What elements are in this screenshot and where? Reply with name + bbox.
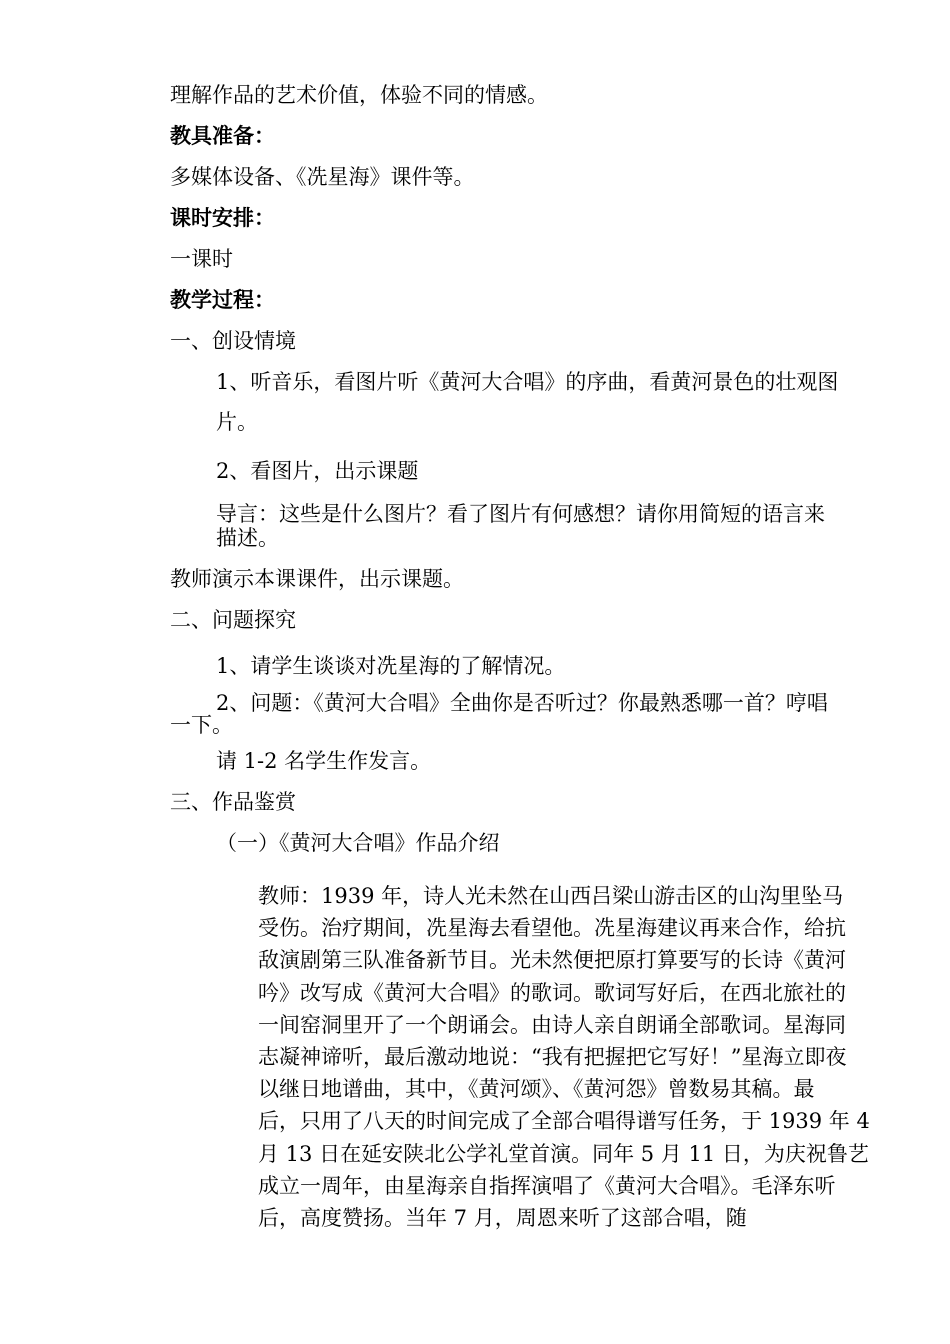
paragraph-line: 后，只用了八天的时间完成了全部合唱得谱写任务，于 1939 年 4 [258,1109,870,1134]
question-one: 1、请学生谈谈对冼星海的了解情况。 [216,654,566,678]
paragraph-line: 受伤。治疗期间，冼星海去看望他。冼星海建议再来合作，给抗 [258,916,846,941]
heading-teaching-aids: 教具准备： [170,124,275,148]
work-introduction-paragraph [258,880,888,1234]
paragraph-line: 以继日地谱曲，其中，《黄河颂》、《黄河怨》曾数易其稿。最 [258,1077,815,1102]
intro-question-line-2: 描述。 [216,526,279,550]
section-two-title: 二、问题探究 [170,608,296,632]
heading-class-schedule: 课时安排： [170,206,275,230]
intro-question [216,502,825,550]
step-listen-music [216,362,838,442]
objective-line: 理解作品的艺术价值，体验不同的情感。 [170,83,548,107]
class-schedule-text: 一课时 [170,247,233,271]
subsection-one-title: （一）《黄河大合唱》作品介绍 [216,831,500,855]
paragraph-line: 一间窑洞里开了一个朗诵会。由诗人亲自朗诵全部歌词。星海同 [258,1012,846,1037]
section-one-title: 一、创设情境 [170,329,296,353]
paragraph-line: 志凝神谛听，最后激动地说：“我有把握把它写好！”星海立即夜 [258,1045,847,1070]
paragraph-line: 成立一周年，由星海亲自指挥演唱了《黄河大合唱》。毛泽东听 [258,1173,836,1198]
heading-teaching-process: 教学过程： [170,288,275,312]
paragraph-line: 教师：1939 年，诗人光未然在山西吕梁山游击区的山沟里坠马 [258,884,844,908]
paragraph-line: 月 13 日在延安陕北公学礼堂首演。同年 5 月 11 日，为庆祝鲁艺 [258,1141,869,1166]
question-two-line-1: 2、问题：《黄河大合唱》全曲你是否听过？你最熟悉哪一首？哼唱 [216,691,828,715]
paragraph-line: 敌演剧第三队准备新节目。光未然便把原打算要写的长诗《黄河 [258,948,846,973]
paragraph-line: 后，高度赞扬。当年 7 月，周恩来听了这部合唱，随 [258,1206,747,1231]
section-three-title: 三、作品鉴赏 [170,790,296,814]
intro-question-line-1: 导言：这些是什么图片？看了图片有何感想？请你用简短的语言来 [216,502,825,526]
question-two-line-2: 一下。 [170,713,233,737]
step-show-pictures: 2、看图片，出示课题 [216,459,419,483]
step-listen-music-line-1: 1、听音乐，看图片听《黄河大合唱》的序曲，看黄河景色的壮观图 [216,370,839,394]
teaching-aids-text: 多媒体设备、《冼星海》课件等。 [170,165,475,189]
step-listen-music-line-2: 片。 [216,410,258,434]
teacher-demo-text: 教师演示本课课件，出示课题。 [170,567,464,591]
student-speech-text: 请 1-2 名学生作发言。 [216,749,432,773]
paragraph-line: 吟》改写成《黄河大合唱》的歌词。歌词写好后，在西北旅社的 [258,980,846,1005]
